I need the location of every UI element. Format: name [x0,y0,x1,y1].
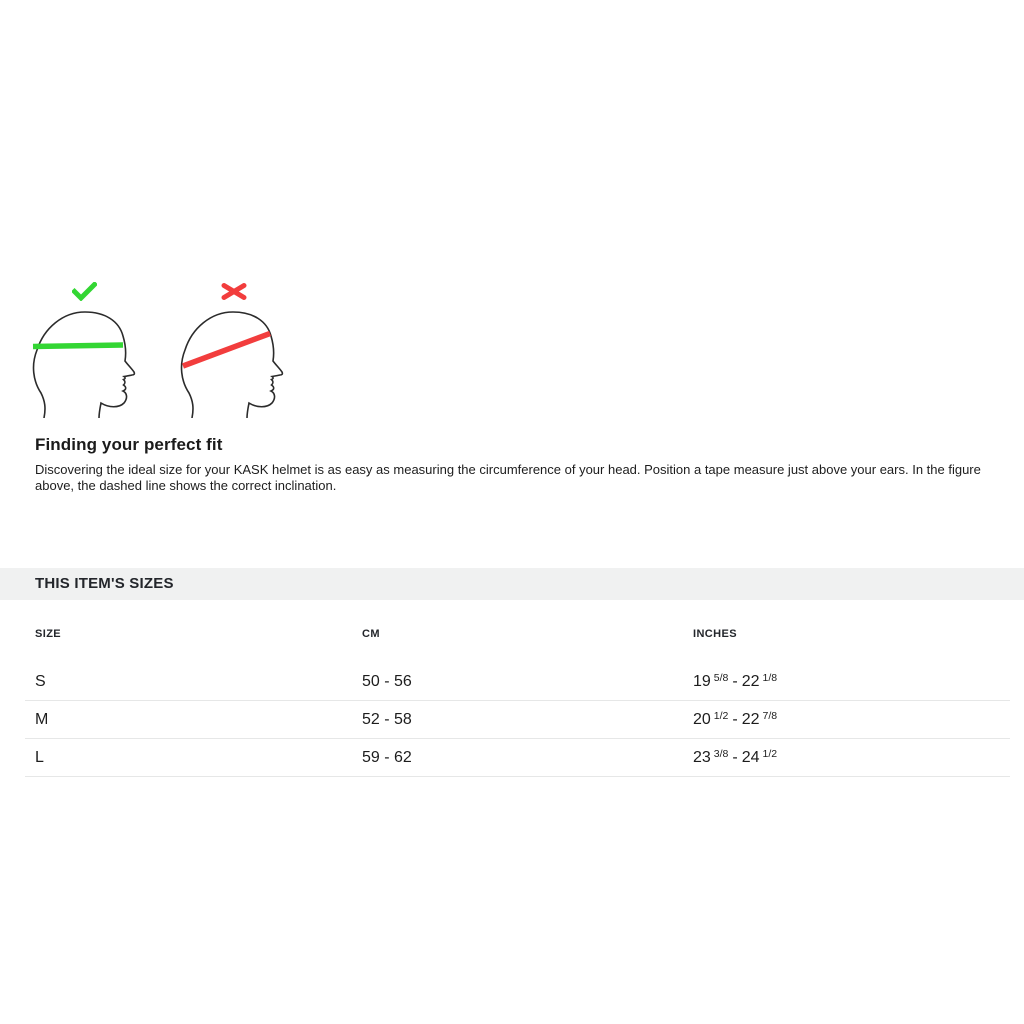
table-header-size: SIZE [35,628,62,640]
x-icon [221,283,247,305]
inches-separator: - [732,748,738,766]
inches-separator: - [732,672,738,690]
sizes-table [25,620,1010,777]
inches-to-fraction: 1/8 [762,671,778,684]
inches-to-fraction: 7/8 [762,709,778,722]
sizes-section-bar [0,568,1024,600]
table-header-cm: CM [362,628,380,640]
sizes-section-title: THIS ITEM'S SIZES [35,575,174,592]
check-icon [72,282,97,306]
inches-to: 22 [741,672,760,690]
inches-separator: - [732,710,738,728]
inches-to: 22 [741,710,760,728]
size-cell: S [35,672,46,690]
fit-guide-description: Discovering the ideal size for your KASK helmet is as easy as measuring the circumference of your head. Position a tape measure just above your ears. In the figure above, the dashed line shows the correct inclination. [35,462,981,493]
inches-from: 20 [693,710,711,728]
inches-from-fraction: 1/2 [713,709,729,722]
incorrect-measurement-head-illustration [178,308,284,423]
table-header-row [25,620,1010,663]
inches-from-fraction: 3/8 [713,747,729,760]
table-row [25,701,1010,739]
inches-from: 23 [693,748,711,766]
inches-from: 19 [693,672,711,690]
cm-cell: 59 - 62 [362,748,412,766]
inches-to: 24 [741,748,760,766]
table-row [25,739,1010,777]
inches-cell [693,749,1010,767]
cm-cell: 52 - 58 [362,710,412,728]
size-cell: L [35,748,44,766]
inches-from-fraction: 5/8 [713,671,729,684]
table-header-inches: INCHES [693,628,737,640]
inches-to-fraction: 1/2 [762,747,778,760]
size-cell: M [35,710,49,728]
inches-cell [693,711,1010,729]
correct-measurement-head-illustration [30,308,136,423]
table-row [25,663,1010,701]
fit-guide-heading: Finding your perfect fit [35,435,223,454]
cm-cell: 50 - 56 [362,672,412,690]
inches-cell [693,673,1010,691]
